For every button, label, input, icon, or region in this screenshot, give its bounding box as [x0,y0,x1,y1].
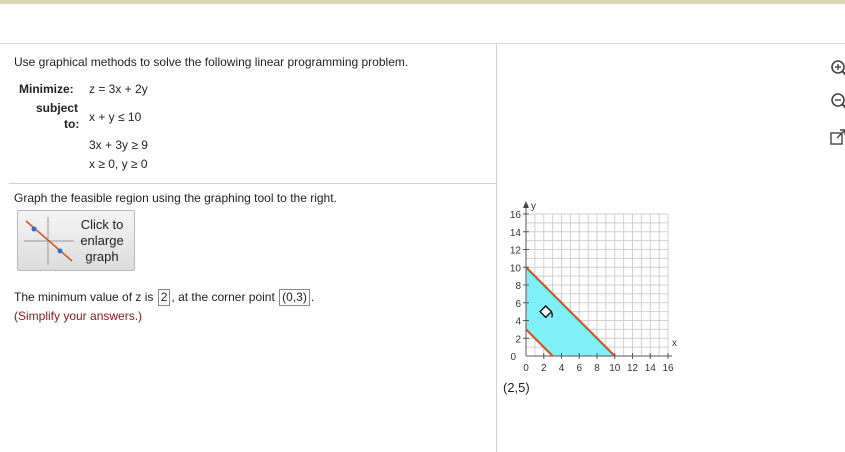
zoom-out-icon[interactable] [829,91,845,111]
answer-middle: , at the corner point [171,290,275,304]
enlarge-label-line2: enlarge [80,233,124,248]
x-tick-label: 14 [644,363,656,374]
graph-canvas[interactable] [500,48,820,378]
popout-icon[interactable] [829,128,845,148]
x-tick-label: 2 [540,363,547,374]
x-tick-label: 4 [558,363,565,374]
minimize-label: Minimize: [19,82,74,96]
enlarge-graph-button[interactable] [17,210,135,271]
y-axis-label: y [531,201,536,212]
graph-thumbnail-icon [24,217,74,265]
top-accent-bar [0,0,845,4]
y-tick-label: 8 [515,281,521,292]
zoom-in-icon[interactable] [829,58,845,78]
coordinate-readout: (2,5) [503,380,530,395]
x-axis-label: x [672,338,677,349]
x-tick-label: 8 [594,363,600,374]
answer-line [14,289,314,306]
enlarge-graph-label [76,217,128,265]
simplify-hint: (Simplify your answers.) [14,309,143,323]
panel-divider [496,44,497,452]
y-tick-label: 2 [515,334,521,346]
y-tick-label: 16 [509,210,521,221]
corner-point-answer-box[interactable]: (0,3) [279,289,310,306]
x-tick-label: 6 [576,363,583,374]
x-tick-label: 16 [662,363,674,374]
subject-label: subject [36,101,79,115]
objective-function: z = 3x + 2y [89,82,148,96]
y-tick-label: 4 [515,316,521,328]
min-value-answer-box[interactable]: 2 [158,289,171,306]
problem-instruction: Use graphical methods to solve the following linear programming problem. [14,55,409,69]
graph-prompt: Graph the feasible region using the graphing tool to the right. [14,191,337,205]
y-tick-label: 0 [510,352,516,363]
y-tick-label: 12 [509,245,521,257]
x-tick-label: 0 [523,363,529,374]
constraint-1: x + y ≤ 10 [89,110,142,124]
section-divider [9,183,496,184]
y-axis-arrow [523,201,529,208]
constraint-2: 3x + 3y ≥ 9 [89,138,148,152]
answer-prefix: The minimum value of z is [14,290,154,304]
y-tick-label: 10 [509,263,521,275]
to-label: to: [64,117,80,131]
answer-suffix: . [310,290,315,304]
x-tick-label: 12 [626,363,639,374]
x-tick-label: 10 [609,363,621,374]
y-tick-label: 14 [509,227,521,239]
header-divider [0,43,845,44]
enlarge-label-line3: graph [85,249,119,264]
enlarge-label-line1: Click to [80,217,124,232]
constraint-3: x ≥ 0, y ≥ 0 [89,157,148,171]
y-tick-label: 6 [515,298,521,310]
